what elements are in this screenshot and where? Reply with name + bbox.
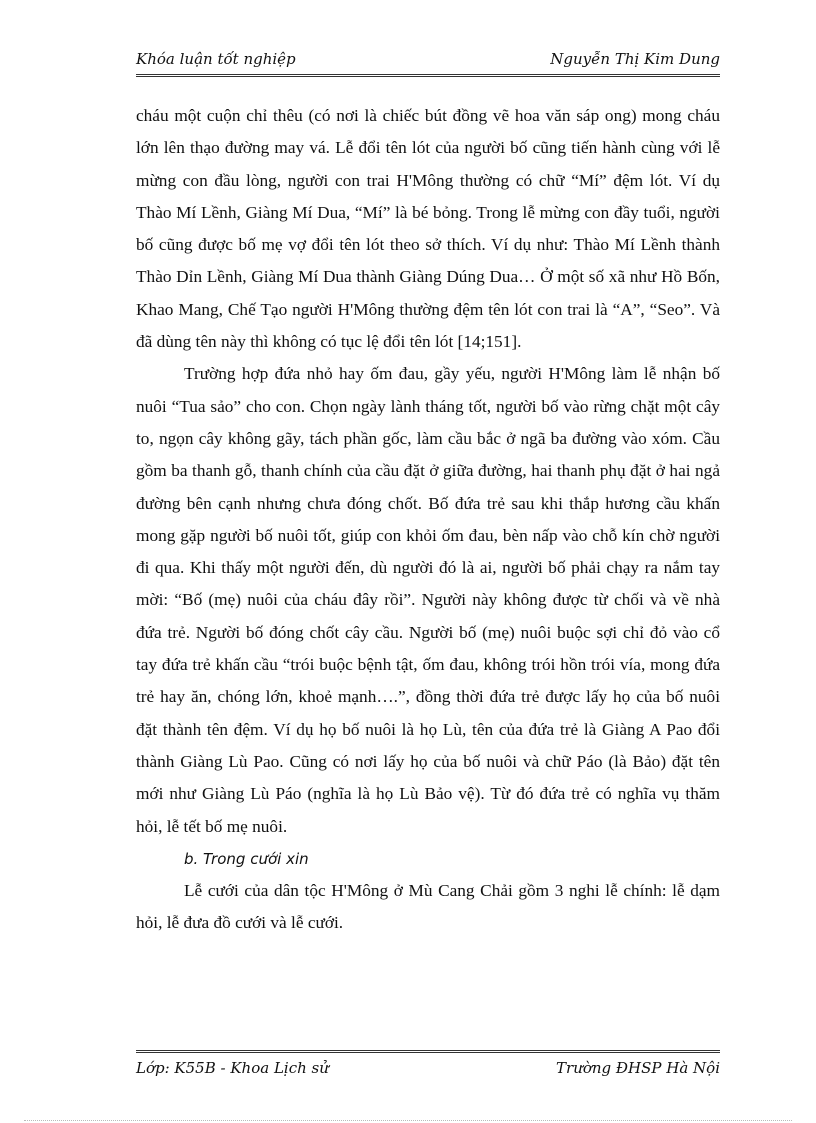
page-bottom-edge bbox=[24, 1120, 792, 1121]
paragraph-3: Lễ cưới của dân tộc H'Mông ở Mù Cang Chải gồm 3 nghi lễ chính: lễ dạm hỏi, lễ đưa đồ cưới và lễ cưới. bbox=[136, 881, 720, 933]
paragraph-1: cháu một cuộn chỉ thêu (có nơi là chiếc bút đồng vẽ hoa văn sáp ong) mong cháu lớn lên thạo đường may vá. Lễ đổi tên lót của người bố cũng tiến hành cùng với lễ mừng con đầu lòng, người con trai H'Mông thường có chữ “Mí” đệm lót. Ví dụ Thào Mí Lềnh, Giàng Mí Dua, “Mí” là bé bỏng. Trong lễ mừng con đầy tuổi, người bố cũng được bố mẹ vợ đổi tên lót theo sở thích. Ví dụ như: Thào Mí Lềnh thành Thào Dỉn Lềnh, Giàng Mí Dua thành Giàng Dúng Dua… Ở một số xã như Hồ Bốn, Khao Mang, Chế Tạo người H'Mông thường đệm tên lót con trai là “A”, “Seo”. Và đã dùng tên này thì không có tục lệ đổi tên lót [14;151]. bbox=[136, 106, 720, 352]
document-body bbox=[136, 100, 720, 940]
footer-university-label: Trường ĐHSP Hà Nội bbox=[556, 1059, 720, 1077]
header-author-name: Nguyễn Thị Kim Dung bbox=[550, 50, 720, 68]
header-thesis-label: Khóa luận tốt nghiệp bbox=[136, 50, 296, 68]
paragraph-2: Trường hợp đứa nhỏ hay ốm đau, gầy yếu, người H'Mông làm lễ nhận bố nuôi “Tua sảo” cho con. Chọn ngày lành tháng tốt, người bố vào rừng chặt một cây to, ngọn cây không gãy, tách phần gốc, làm cầu bắc ở ngã ba đường vào xóm. Cầu gồm ba thanh gỗ, thanh chính của cầu đặt ở giữa đường, hai thanh phụ đặt ở hai ngả đường bên cạnh nhưng chưa đóng chốt. Bố đứa trẻ sau khi thắp hương cầu khấn mong gặp người bố nuôi tốt, giúp con khỏi ốm đau, bèn nấp vào chỗ kín chờ người đi qua. Khi thấy một người đến, dù người đó là ai, người bố phải chạy ra nắm tay mời: “Bố (mẹ) nuôi của cháu đây rồi”. Người này không được từ chối và về nhà đứa trẻ. Người bố đóng chốt cây cầu. Người bố (mẹ) nuôi buộc sợi chỉ đỏ vào cổ tay đứa trẻ khấn cầu “trói buộc bệnh tật, ốm đau, không trói hồn trói vía, mong đứa trẻ hay ăn, chóng lớn, khoẻ mạnh….”, đồng thời đứa trẻ được lấy họ của bố nuôi đặt thành tên đệm. Ví dụ họ bố nuôi là họ Lù, tên của đứa trẻ là Giàng A Pao đổi thành Giàng Lù Pao. Cũng có nơi lấy họ của bố nuôi và chữ Páo (là Bảo) đặt tên mới như Giàng Lù Páo (nghĩa là họ Lù Bảo vệ). Từ đó đứa trẻ có nghĩa vụ thăm hỏi, lễ tết bố mẹ nuôi. bbox=[136, 364, 720, 836]
footer-class-label: Lớp: K55B - Khoa Lịch sử bbox=[136, 1059, 329, 1077]
section-subheading: b. Trong cưới xin bbox=[184, 849, 309, 868]
page-header bbox=[136, 50, 720, 77]
page-footer bbox=[136, 1050, 720, 1079]
